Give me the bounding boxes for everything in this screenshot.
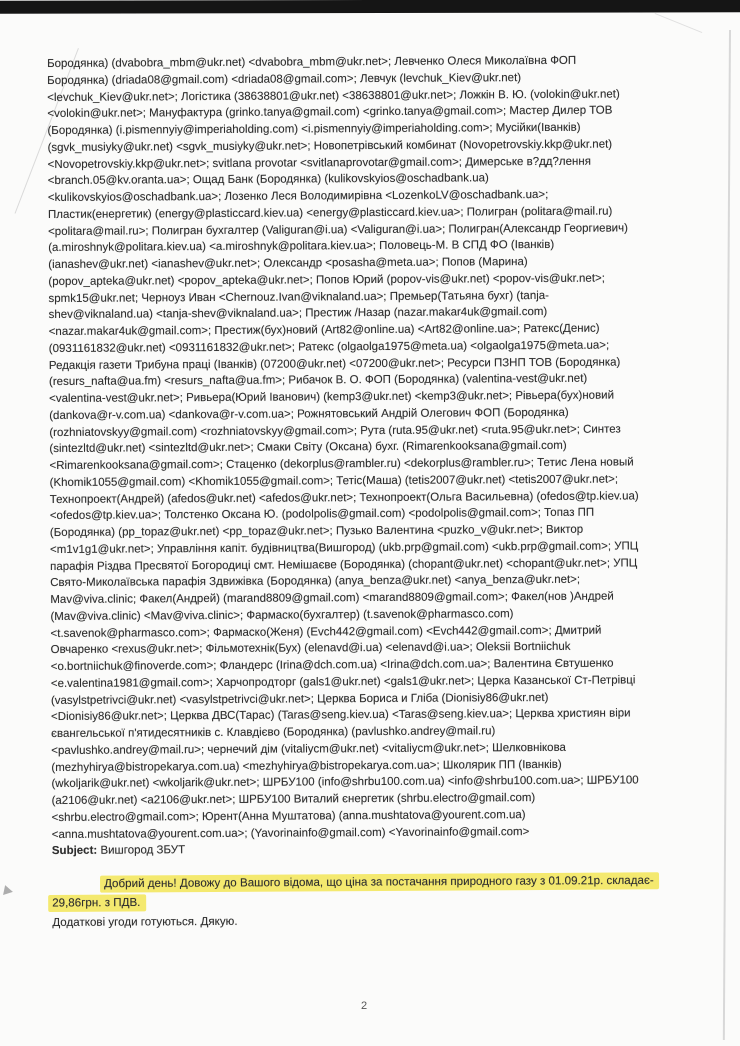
subject-label: Subject: xyxy=(51,844,98,858)
body-highlight-line-2 xyxy=(52,889,717,912)
recipient-list: Бородянка) (dvabobra_mbm@ukr.net) <dvabobra_mbm@ukr.net>; Левченко Олеся Миколаївна ФОП Бородянка) (driada08@gmail.com) <driada08@gmail.com>; Левчук (levchuk_Kiev@ukr.net) <levchuk_Kiev@ukr.net>; Логістика (38638801@ukr.net) <38638801@ukr.net>; Ложкін В. Ю. (volokin@ukr.net) <volokin@ukr.net>; Мануфактура (grinko.tanya@gmail.com) <grinko.tanya@gmail.com>; Мастер Дилер ТОВ (Бородянка) (i.pismennyiy@imperiaholding.com) <i.pismennyiy@imperiaholding.com>; Мусійки(Іванків) (sgvk_musiyky@ukr.net) <sgvk_musiyky@ukr.net>; Новопетрівський комбинат (Novopetrovskiy.kkp@ukr.net) <Novopetrovskiy.kkp@ukr.net>; svitlana provotar <svitlanaprovotar@gmail.com>; Димерське в?дд?лення <branch.05@kv.oranta.ua>; Ощад Банк (Бородянка) (kulikovskyios@oschadbank.ua) <kulikovskyios@oschadbank.ua>; Лозенко Леся Володимирівна <LozenkoLV@oschadbank.ua>; Пластик(енергетик) (energy@plasticcard.kiev.ua) <energy@plasticcard.kiev.ua>; Полигран (politara@mail.ru) <politara@mail.ru>; Полигран бухгалтер (Valiguran@i.ua) <Valiguran@i.ua>; Полигран(Александр Георгиевич) (a.miroshnyk@politara.kiev.ua) <a.miroshnyk@politara.kiev.ua>; Половець-М. В СПД ФО (Іванків) (ianashev@ukr.net) <ianashev@ukr.net>; Олександр <posasha@meta.ua>; Попов (Марина) (popov_apteka@ukr.net) <popov_apteka@ukr.net>; Попов Юрий (popov-vis@ukr.net) <popov-vis@ukr.net>; spmk15@ukr.net; Черноуз Иван <Chernouz.Ivan@viknaland.ua>; Премьер(Татьяна бухг) (tanja- shev@viknaland.ua) <tanja-shev@viknaland.ua>; Престиж /Назар (nazar.makar4uk@gmail.com) <nazar.makar4uk@gmail.com>; Престиж(бух)новий (Art82@online.ua) <Art82@online.ua>; Ратекс(Денис) (0931161832@ukr.net) <0931161832@ukr.net>; Ратекс (olgaolga1975@meta.ua) <olgaolga1975@meta.ua>; Редакція газети Трибуна праці (Іванків) (07200@ukr.net) <07200@ukr.net>; Ресурси ПЗНП ТОВ (Бородянка) (resurs_nafta@ua.fm) <resurs_nafta@ua.fm>; Рибачок В. О. ФОП (Бородянка) (valentina-vest@ukr.net) <valentina-vest@ukr.net>; Ривьера(Юрий Іванович) (kemp3@ukr.net) <kemp3@ukr.net>; Рівьера(бух)новий (dankova@r-v.com.ua) <dankova@r-v.com.ua>; Рожнятовський Андрій Олегович ФОП (Бородянка) (rozhniatovskyy@gmail.com) <rozhniatovskyy@gmail.com>; Рута (ruta.95@ukr.net) <ruta.95@ukr.net>; Синтез (sintezltd@ukr.net) <sintezltd@ukr.net>; Смаки Світу (Оксана) бухг. (Rimarenkooksana@gmail.com) <Rimarenkooksana@gmail.com>; Стаценко (dekorplus@rambler.ru) <dekorplus@rambler.ru>; Тетис Лена новый (Khomik1055@gmail.com) <Khomik1055@gmail.com>; Тетіс(Маша) (tetis2007@ukr.net) <tetis2007@ukr.net>; Технопроект(Андрей) (afedos@ukr.net) <afedos@ukr.net>; Технопроект(Ольга Васильевна) (ofedos@tp.kiev.ua) <ofedos@tp.kiev.ua>; Толстенко Оксана Ю. (podolpolis@gmail.com) <podolpolis@gmail.com>; Топаз ПП (Бородянка) (pp_topaz@ukr.net) <pp_topaz@ukr.net>; Пузько Валентина <puzko_v@ukr.net>; Виктор <m1v1g1@ukr.net>; Управління капіт. будівництва(Вишгород) (ukb.prp@gmail.com) <ukb.prp@gmail.com>; УПЦ парафія Різдва Пресвятої Богородиці смт. Немішаєве (Бородянка) (chopant@ukr.net) <chopant@ukr.net>; УПЦ Свято-Миколаївська парафія Здвижівка (Бородянка) (anya_benza@ukr.net) <anya_benza@ukr.net>; Mav@viva.clinic; Факел(Андрей) (marand8809@gmail.com) <marand8809@gmail.com>; Факел(нов )Андрей (Mav@viva.clinic) <Mav@viva.clinic>; Фармаско(бухгалтер) (t.savenok@pharmasco.com) <t.savenok@pharmasco.com>; Фармаско(Женя) (Evch442@gmail.com) <Evch442@gmail.com>; Дмитрий Овчаренко <rexus@ukr.net>; Фільмотехнік(Бух) (elenavd@i.ua) <elenavd@i.ua>; Oleksii Bortniichuk <o.bortniichuk@finoverde.com>; Фландерс (Irina@dch.com.ua) <Irina@dch.com.ua>; Валентина Євтушенко <e.valentina1981@gmail.com>; Харчопродторг (gals1@ukr.net) <gals1@ukr.net>; Церка Казанської Ст-Петрівці (vasylstpetrivci@ukr.net) <vasylstpetrivci@ukr.net>; Церква Бориса и Гліба (Dionisiy86@ukr.net) <Dionisiy86@ukr.net>; Церква ДВС(Тарас) (Taras@seng.kiev.ua) <Taras@seng.kiev.ua>; Церква християн віри євангельської п'ятидесятників с. Клавдієво (Бородянка) (pavlushko.andrey@mail.ru) <pavlushko.andrey@mail.ru>; чернечий дім (vitaliycm@ukr.net) <vitaliycm@ukr.net>; Шелковнікова (mezhyhirya@bistropekarya.com.ua) <mezhyhirya@bistropekarya.com.ua>; Школярик ПП (Іванків) (wkoljarik@ukr.net) <wkoljarik@ukr.net>; ШРБУ100 (info@shrbu100.com.ua) <info@shrbu100.com.ua>; ШРБУ100 (a2106@ukr.net) <a2106@ukr.net>; ШРБУ100 Виталий єнергетик (shrbu.electro@gmail.com) <shrbu.electro@gmail.com>; Юрент(Анна Муштатова) (anna.mushtatova@yourent.com.ua) <anna.mushtatova@yourent.com.ua>; (Yavorinainfo@gmail.com) <Yavorinainfo@gmail.com> xyxy=(47,54,639,841)
scan-edge-top-bar xyxy=(0,0,740,14)
page-crease-line xyxy=(655,13,703,33)
body-highlight-line-1 xyxy=(52,870,717,893)
email-body xyxy=(52,870,717,932)
page-number: 2 xyxy=(360,1000,368,1012)
scan-mark-icon xyxy=(3,885,14,897)
highlighted-text-line-1: Добрий день! Довожу до Вашого відома, що ціна за постачання природного газу з 01.09.21р. складає- xyxy=(100,872,659,892)
highlighted-text-line-2: 29,86грн. з ПДВ. xyxy=(48,894,146,912)
scanned-email-page xyxy=(47,52,717,932)
subject-line xyxy=(52,839,717,860)
page-edge-line xyxy=(723,30,731,1040)
subject-value: Вишгород ЗБУТ xyxy=(97,844,186,857)
body-closing-line: Додаткові угоди готуються. Дякую. xyxy=(52,914,238,929)
